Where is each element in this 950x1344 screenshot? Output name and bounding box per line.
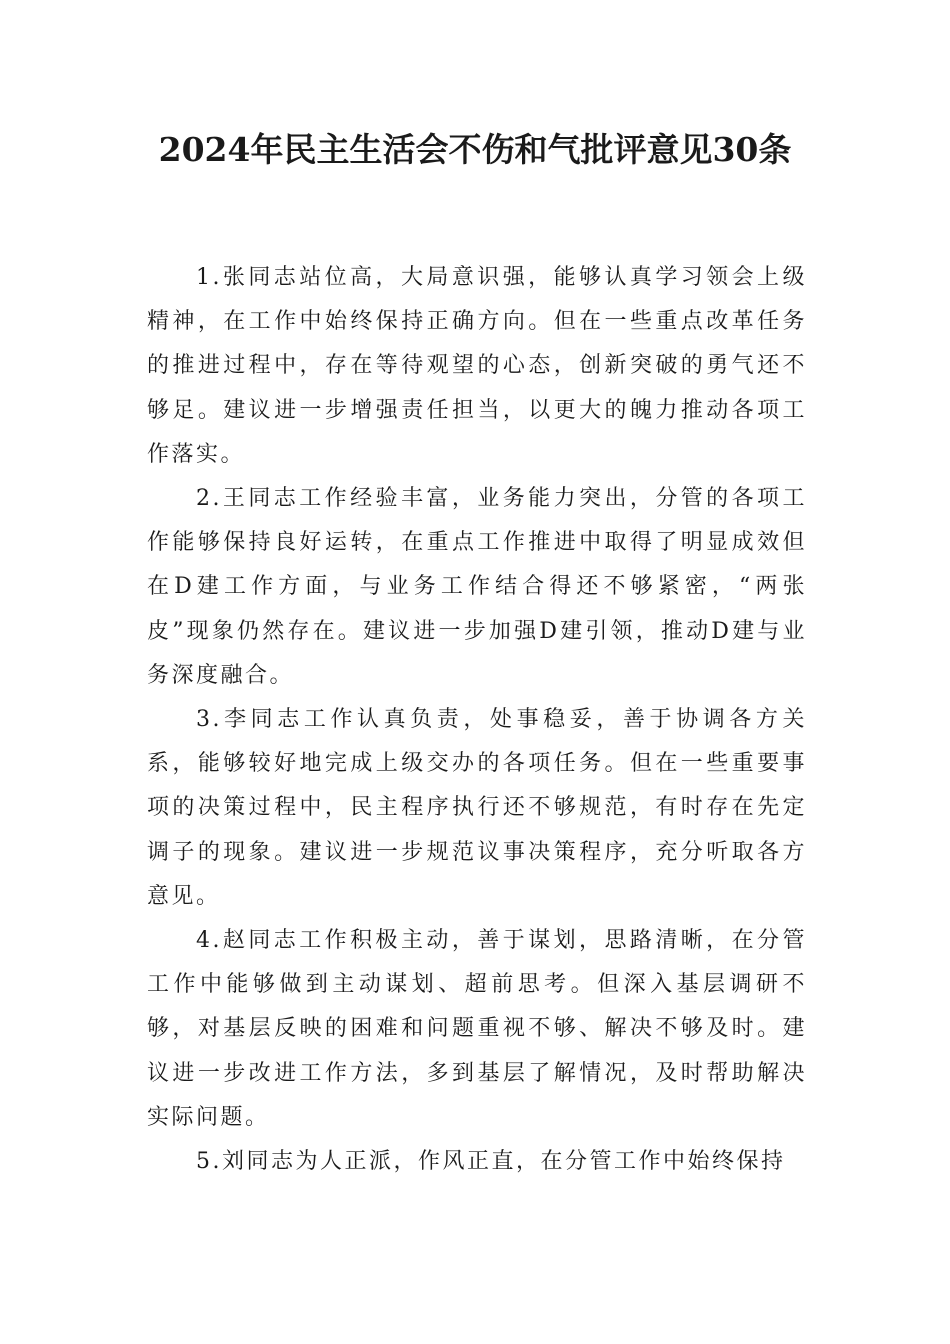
paragraph-2: 2.王同志工作经验丰富，业务能力突出，分管的各项工作能够保持良好运转，在重点工作推进中取得了明显成效但在D建工作方面，与业务工作结合得还不够紧密，“两张皮”现象仍然存在。建议进一步加强D建引领，推动D建与业务深度融合。 — [147, 486, 807, 688]
paragraph-1: 1.张同志站位高，大局意识强，能够认真学习领会上级精神，在工作中始终保持正确方向。但在一些重点改革任务的推进过程中，存在等待观望的心态，创新突破的勇气还不够足。建议进一步增强责任担当，以更大的魄力推动各项工作落实。 — [147, 265, 807, 467]
document-title: 2024年民主生活会不伤和气批评意见30条 — [158, 130, 792, 169]
paragraph-4: 4.赵同志工作积极主动，善于谋划，思路清晰，在分管工作中能够做到主动谋划、超前思考。但深入基层调研不够，对基层反映的困难和问题重视不够、解决不够及时。建议进一步改进工作方法，多到基层了解情况，及时帮助解决实际问题。 — [147, 928, 807, 1130]
paragraph-5: 5.刘同志为人正派，作风正直，在分管工作中始终保持 — [196, 1149, 786, 1175]
document-body — [147, 256, 807, 1184]
paragraph-3: 3.李同志工作认真负责，处事稳妥，善于协调各方关系，能够较好地完成上级交办的各项任务。但在一些重要事项的决策过程中，民主程序执行还不够规范，有时存在先定调子的现象。建议进一步规范议事决策程序，充分听取各方意见。 — [147, 707, 807, 909]
